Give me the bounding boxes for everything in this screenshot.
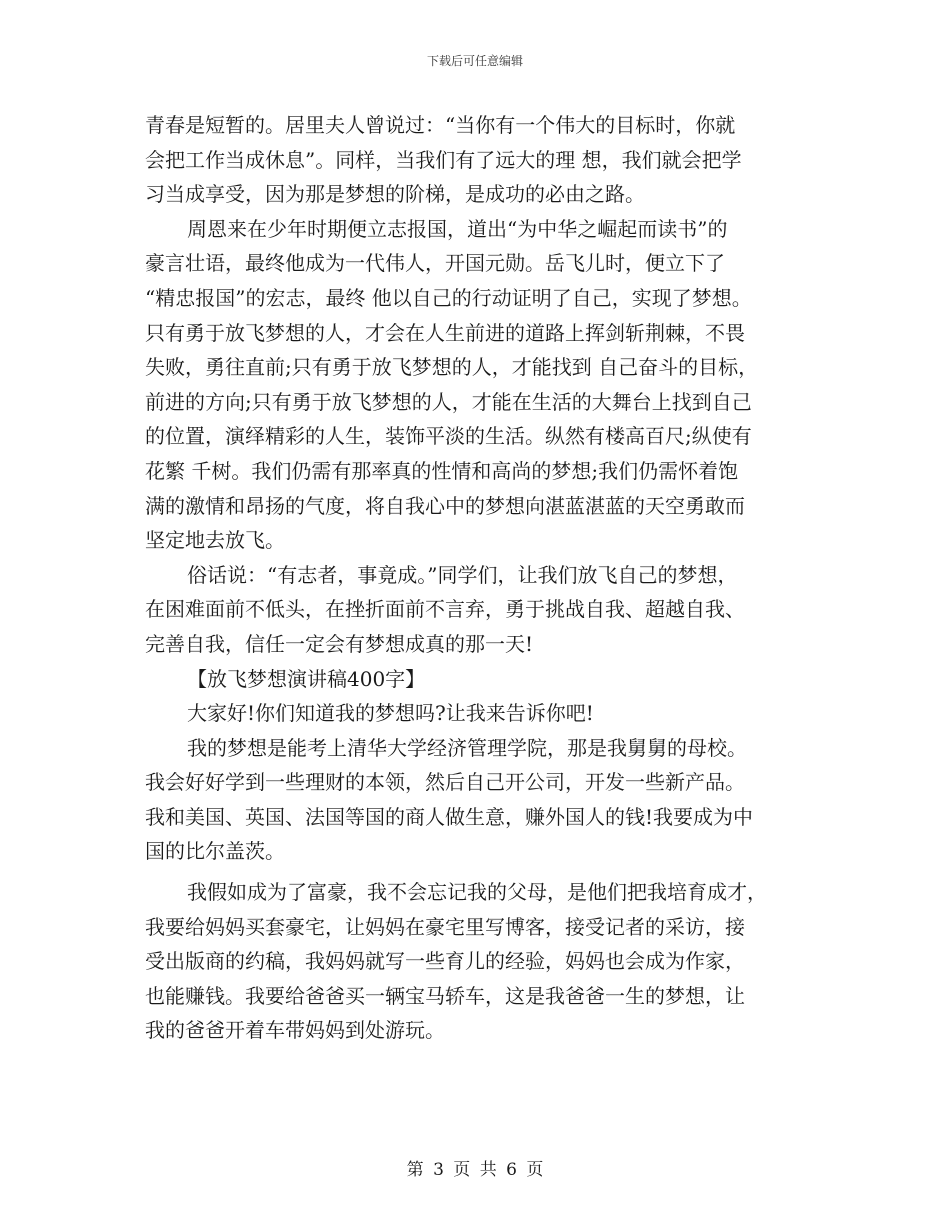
text-line: 受出版商的约稿，我妈妈就写一些育儿的经验，妈妈也会成为作家， [145,949,745,974]
text-line: “精忠报国”的宏志，最终 他以自己的行动证明了自己，实现了梦想。 [145,285,752,310]
text-line: 失败，勇往直前;只有勇于放飞梦想的人，才能找到 自己奋斗的目标， [145,355,759,380]
text-line: 在困难面前不低头，在挫折面前不言弃，勇于挑战自我、超越自我、 [145,597,745,622]
document-body [145,108,845,1048]
text-line: 习当成享受，因为那是梦想的阶梯，是成功的必由之路。 [145,182,645,207]
text-line: 我要给妈妈买套豪宅，让妈妈在豪宅里写博客，接受记者的采访，接 [145,914,745,939]
paragraph-start-line: 大家好!你们知道我的梦想吗?让我来告诉你吧! [187,701,594,726]
paragraph-start-line: 我假如成为了富豪，我不会忘记我的父母，是他们把我培育成才， [187,880,767,905]
section-heading: 【放飞梦想演讲稿400字】 [187,666,426,691]
text-line: 豪言壮语，最终他成为一代伟人，开国元勋。岳飞儿时，便立下了 [145,251,725,276]
text-line: 青春是短暂的。居里夫人曾说过：“当你有一个伟大的目标时，你就 [145,113,736,137]
text-line: 花繁 千树。我们仍需有那率真的性情和高尚的梦想;我们仍需怀着饱 [145,458,739,483]
text-line: 前进的方向;只有勇于放飞梦想的人，才能在生活的大舞台上找到自己 [145,389,752,414]
text-line: 我会好好学到一些理财的本领，然后自己开公司，开发一些新产品。 [145,770,745,795]
text-line: 完善自我，信任一定会有梦想成真的那一天! [145,631,534,656]
text-line: 也能赚钱。我要给爸爸买一辆宝马轿车，这是我爸爸一生的梦想，让 [145,983,745,1008]
text-line: 我的爸爸开着车带妈妈到处游玩。 [145,1018,445,1043]
paragraph-start-line: 俗话说：“有志者，事竟成。”同学们，让我们放飞自己的梦想， [187,562,738,587]
text-line: 我和美国、英国、法国等国的商人做生意，赚外国人的钱!我要成为中 [145,804,754,829]
page-number-footer: 第 3 页 共 6 页 [406,1160,544,1180]
text-line: 的位置，演绎精彩的人生，装饰平淡的生活。纵然有楼高百尺;纵使有 [145,424,752,449]
paragraph-start-line: 我的梦想是能考上清华大学经济管理学院，那是我舅舅的母校。 [187,735,747,760]
text-line: 会把工作当成休息”。同样，当我们有了远大的理 想，我们就会把学 [145,147,742,172]
text-line: 坚定地去放飞。 [145,528,285,553]
text-line: 国的比尔盖茨。 [145,839,285,864]
text-line: 只有勇于放飞梦想的人，才会在人生前进的道路上挥剑斩荆棘，不畏 [145,320,745,345]
text-line: 满的激情和昂扬的气度，将自我心中的梦想向湛蓝湛蓝的天空勇敢而 [145,493,745,518]
paragraph-start-line: 周恩来在少年时期便立志报国，道出“为中华之崛起而读书”的 [187,216,728,241]
page-header: 下载后可任意编辑 [426,54,523,68]
